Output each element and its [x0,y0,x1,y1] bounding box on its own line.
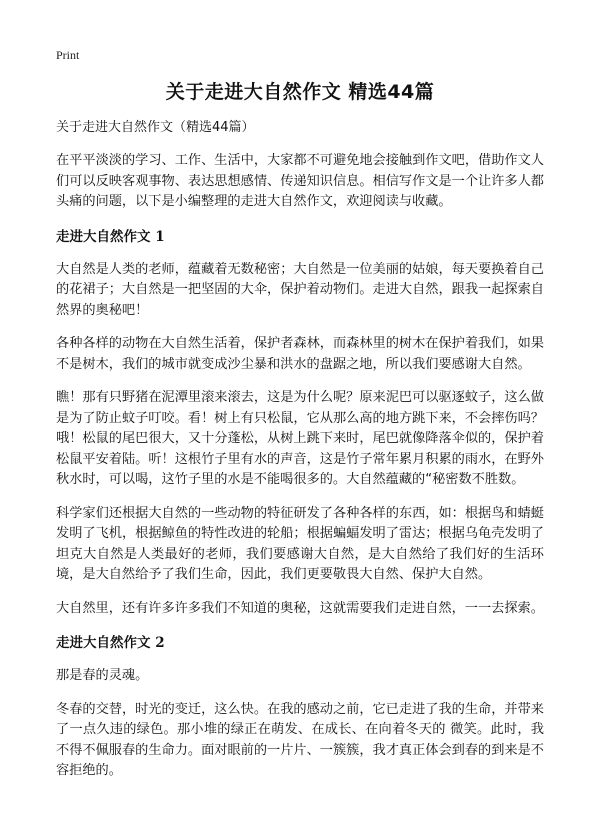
section-heading-2 [56,633,544,653]
print-label[interactable]: Print [56,48,80,62]
document-subtitle: 关于走进大自然作文（精选44篇） [56,120,255,135]
section-1-paragraph: 瞧！那有只野猪在泥潭里滚来滚去，这是为什么呢？原来泥巴可以驱逐蚊子，这么做是为了防止蚊子叮咬。看！树上有只松鼠，它从那么高的地方跳下来，不会摔伤吗？哦！松鼠的尾巴很大，又十分蓬松，从树上跳下来时，尾巴就像降落伞似的，保护着松鼠平安着陆。听！这根竹子里有水的声音，这是竹子常年累月积累的雨水，在野外秋水时，可以喝，这竹子里的水是不能喝很多的。大自然蕴藏的“秘密数不胜数。 [56,390,544,487]
section-1-paragraph: 科学家们还根据大自然的一些动物的特征研发了各种各样的东西，如：根据鸟和蜻蜓发明了飞机，根据鲸鱼的特性改进的轮船；根据蝙蝠发明了雷达；根据乌龟壳发明了坦克大自然是人类最好的老师，我们要感谢大自然，是大自然给了我们好的生活环境，是大自然给予了我们生命，因此，我们更要敬畏大自然、保护大自然。 [56,505,544,582]
section-heading-number: 2 [155,635,165,651]
intro-paragraph: 在平平淡淡的学习、工作、生活中，大家都不可避免地会接触到作文吧，借助作文人们可以反映客观事物、表达思想感情、传递知识信息。相信写作文是一个让许多人都头痛的问题，以下是小编整理的走进大自然作文，欢迎阅读与收藏。 [56,153,544,209]
section-2-paragraph: 冬春的交替，时光的变迁，这么快。在我的感动之前，它已走进了我的生命，并带来了一点久违的绿色。那小堆的绿正在萌发、在成长、在向着冬天的 微笑。此时，我不得不佩服春的生命力。面对眼前的一片片、一簇簇，我才真正体会到春的到来是不容拒绝的。 [56,701,544,778]
page-title: 关于走进大自然作文 精选44篇 [165,81,435,103]
section-1-paragraph: 各种各样的动物在大自然生活着，保护者森林，而森林里的树木在保护着我们，如果不是树木，我们的城市就变成沙尘暴和洪水的盘踞之地，所以我们要感谢大自然。 [56,336,544,372]
section-heading-number: 1 [155,228,165,245]
section-heading-text: 走进大自然作文 [56,635,151,651]
section-2-paragraph: 那是春的灵魂。 [56,668,149,683]
section-heading-1 [56,227,544,247]
section-1-paragraph: 大自然里，还有许多许多我们不知道的奥秘，这就需要我们走进自然，一一去探索。 [56,600,544,616]
section-1-paragraph: 大自然是人类的老师，蕴藏着无数秘密；大自然是一位美丽的姑娘，每天要换着自己的花裙子；大自然是一把坚固的大伞，保护着动物们。走进大自然，跟我一起探索自然界的奥秘吧！ [56,261,544,318]
section-heading-text: 走进大自然作文 [56,228,151,245]
